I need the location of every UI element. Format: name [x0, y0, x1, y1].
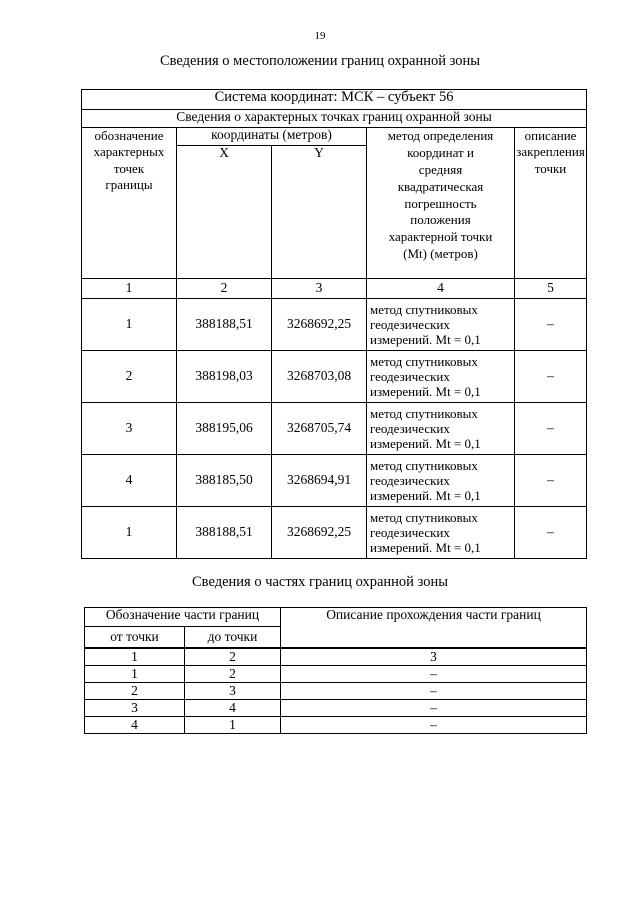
- method-text: метод спутниковых геодезических измерений. Mt = 0,1: [367, 403, 515, 455]
- point-id: 1: [82, 507, 177, 559]
- title-parts: Сведения о частях границ охранной зоны: [192, 574, 448, 590]
- header-method: метод определения координат и средняя квадратическая погрешность положения характерной точки (Mt) (метров): [367, 128, 515, 279]
- header-coordinates: координаты (метров): [177, 128, 367, 146]
- point-id: 2: [82, 351, 177, 403]
- table-row: [85, 717, 587, 734]
- table-row: [82, 455, 587, 507]
- y-value: 3268692,25: [272, 299, 367, 351]
- part-description: –: [281, 717, 587, 734]
- to-point: 3: [185, 683, 281, 700]
- header-y: Y: [272, 146, 367, 279]
- to-point: 1: [185, 717, 281, 734]
- x-value: 388185,50: [177, 455, 272, 507]
- header-x: X: [177, 146, 272, 279]
- parts-table: [84, 607, 587, 734]
- point-id: 4: [82, 455, 177, 507]
- column-number-row: 1 2 3 4 5: [82, 279, 587, 299]
- table-row: [85, 683, 587, 700]
- point-id: 1: [82, 299, 177, 351]
- y-value: 3268692,25: [272, 507, 367, 559]
- part-description: –: [281, 700, 587, 717]
- x-value: 388198,03: [177, 351, 272, 403]
- table-row: [82, 299, 587, 351]
- header-description: описание закрепления точки: [515, 128, 587, 279]
- from-point: 4: [85, 717, 185, 734]
- y-value: 3268694,91: [272, 455, 367, 507]
- point-description: –: [515, 455, 587, 507]
- header-from-point: от точки: [85, 627, 185, 649]
- table-row: [85, 700, 587, 717]
- point-id: 3: [82, 403, 177, 455]
- x-value: 388188,51: [177, 299, 272, 351]
- to-point: 4: [185, 700, 281, 717]
- from-point: 3: [85, 700, 185, 717]
- y-value: 3268705,74: [272, 403, 367, 455]
- method-text: метод спутниковых геодезических измерений. Mt = 0,1: [367, 299, 515, 351]
- point-description: –: [515, 403, 587, 455]
- header-part-description: Описание прохождения части границ: [281, 608, 587, 649]
- header-to-point: до точки: [185, 627, 281, 649]
- point-description: –: [515, 351, 587, 403]
- x-value: 388195,06: [177, 403, 272, 455]
- table-row: [82, 507, 587, 559]
- header-part: Обозначение части границ: [85, 608, 281, 627]
- part-description: –: [281, 666, 587, 683]
- coordinate-system: Система координат: МСК – субъект 56: [82, 90, 587, 110]
- table-row: [82, 351, 587, 403]
- y-value: 3268703,08: [272, 351, 367, 403]
- part-description: –: [281, 683, 587, 700]
- header-designation: обозначение характерных точек границы: [82, 128, 177, 279]
- method-text: метод спутниковых геодезических измерений. Mt = 0,1: [367, 351, 515, 403]
- point-description: –: [515, 299, 587, 351]
- table-row: [82, 403, 587, 455]
- section-heading: Сведения о характерных точках границ охранной зоны: [82, 110, 587, 128]
- page-number: 19: [314, 30, 326, 42]
- coordinates-table: [81, 89, 587, 559]
- column-number-row: 1 2 3: [85, 648, 587, 666]
- method-text: метод спутниковых геодезических измерений. Mt = 0,1: [367, 507, 515, 559]
- method-text: метод спутниковых геодезических измерений. Mt = 0,1: [367, 455, 515, 507]
- x-value: 388188,51: [177, 507, 272, 559]
- point-description: –: [515, 507, 587, 559]
- title-locations: Сведения о местоположении границ охранной зоны: [159, 53, 480, 69]
- table-row: [85, 666, 587, 683]
- from-point: 1: [85, 666, 185, 683]
- from-point: 2: [85, 683, 185, 700]
- to-point: 2: [185, 666, 281, 683]
